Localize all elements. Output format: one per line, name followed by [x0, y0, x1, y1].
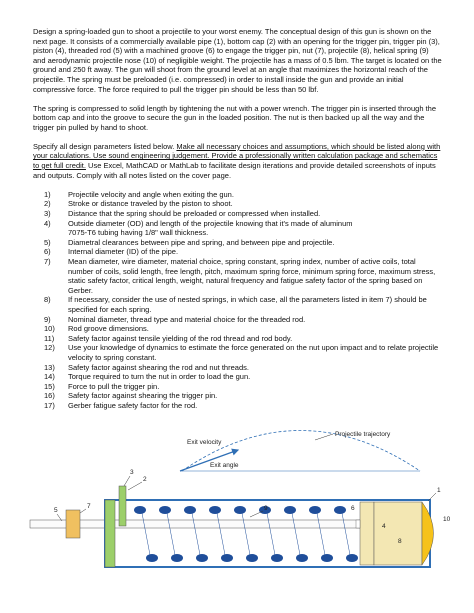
callout-6: 6: [351, 505, 355, 512]
list-item-text: Use your knowledge of dynamics to estimate the force generated on the nut upon impact and to relate projectile velocity to spring constant.: [68, 343, 439, 362]
intro-paragraph: Design a spring-loaded gun to shoot a projectile to your worst enemy. The conceptual design of this gun is shown on the next page. It consists of a commercially available pipe (1), bottom cap (2) with an opening for the trigger pin, trigger pin (3), piston (4), threaded rod (5) with a machined groove (6) to engage the trigger pin, nut (7), projectile (8), helical spring (9) and aerodynamic projectile nose (10) of negligible weight. The projectile has a mass of 0.5 lbm. The target is located on the ground and 250 ft away. The gun will shoot from the ground level at an angle that maximizes the horizontal reach of the projectile. The spring must be preloaded (i.e. compressed) in order to install inside the gun and provide an initial compressive force. The force required to pull the trigger pin should be less than 50 lbf.: [33, 27, 442, 94]
callout-7-leader: [80, 509, 86, 513]
list-item-number: 11): [44, 333, 55, 343]
list-item-text: Stroke or distance traveled by the piston to shoot.: [68, 199, 233, 209]
list-item-number: 7): [44, 257, 51, 267]
list-item-text: If necessary, consider the use of nested springs, in which case, all the parameters listed in item 7) should be specified for each spring.: [68, 295, 427, 315]
spring-coil-link: [217, 513, 225, 555]
assignment-text: [33, 27, 443, 411]
spring-coil-link: [342, 513, 350, 555]
callout-7: 7: [87, 503, 91, 510]
callout-2-leader: [128, 482, 142, 490]
list-item-number: 14): [44, 372, 55, 382]
spring-coil-section: [296, 554, 308, 562]
callout-1: 1: [437, 487, 441, 494]
exit-velocity-label: Exit velocity: [187, 439, 222, 446]
list-item-number: 16): [44, 391, 55, 401]
spring-coil-section: [171, 554, 183, 562]
list-item-text: Mean diameter, wire diameter, material choice, spring constant, spring index, number of active coils, total number of coils, solid length, free length, pitch, maximum spring force, minimum spring force, maximum stress, static safety factor, critical length, weight, natural frequency and fatigue safety factor of the spring based on Gerber.: [68, 257, 436, 295]
instructions-underlined: Make all necessary choices and assumptions, which should be listed along with your calculations. Use sound engineering judgement. Provide a professionally written calculation package and schematics to get full credit.: [33, 141, 441, 170]
list-item: [33, 363, 443, 373]
spring-coil-link: [192, 513, 200, 555]
callout-4: 4: [382, 523, 386, 530]
callout-3-leader: [124, 476, 130, 486]
spring-coil-section: [146, 554, 158, 562]
list-item-number: 9): [44, 314, 51, 324]
gun-schematic: [0, 420, 474, 613]
projectile-nose: [422, 502, 434, 565]
list-item-text: Diametral clearances between pipe and spring, and between pipe and projectile.: [68, 237, 335, 247]
nut: [66, 510, 80, 538]
list-item: [33, 372, 443, 382]
list-item-continuation: 7075-T6 tubing having 1/8" wall thickness.: [68, 228, 209, 238]
list-item-text: Safety factor against tensile yielding of the rod thread and rod body.: [68, 333, 293, 343]
list-item-text: Internal diameter (ID) of the pipe.: [68, 247, 179, 257]
list-item-number: 13): [44, 362, 55, 372]
bottom-cap: [105, 500, 115, 567]
list-item-text: Safety factor against shearing the rod and nut threads.: [68, 362, 249, 372]
helical-spring: [134, 506, 358, 562]
callout-9: 9: [264, 505, 268, 512]
list-item-number: 6): [44, 247, 51, 257]
list-item-text: Torque required to turn the nut in order to load the gun.: [68, 372, 251, 382]
callout-3: 3: [130, 469, 134, 476]
callout-9-leader: [250, 511, 263, 517]
spring-coil-link: [242, 513, 250, 555]
list-item-number: 12): [44, 343, 55, 353]
list-item-text: Force to pull the trigger pin.: [68, 381, 160, 391]
list-item: [33, 334, 443, 344]
instructions-tail: Use Excel, MathCAD or MathLab to facilitate design iterations and provide detailed screenshots of inputs and outputs. Comply with all notes listed on the cover page.: [33, 160, 436, 180]
spring-coil-section: [321, 554, 333, 562]
spring-coil-link: [167, 513, 175, 555]
list-item-number: 5): [44, 237, 51, 247]
spring-coil-section: [334, 506, 346, 514]
loading-paragraph: The spring is compressed to solid length by tightening the nut with a power wrench. The trigger pin is inserted through the bottom cap and into the groove to secure the gun in the loaded position. The nut is then backed up all the way and the trigger pin pulled by hand to shoot.: [33, 103, 437, 132]
list-item-number: 1): [44, 189, 51, 199]
spring-coil-section: [196, 554, 208, 562]
trigger-pin: [119, 486, 126, 526]
list-item: [33, 315, 443, 325]
list-item-number: 15): [44, 381, 55, 391]
list-item: [33, 295, 443, 314]
list-item: [33, 247, 443, 257]
spring-coil-section: [246, 554, 258, 562]
list-item: [33, 401, 443, 411]
spring-coil-section: [346, 554, 358, 562]
callout-8: 8: [398, 538, 402, 545]
spring-coil-section: [271, 554, 283, 562]
callout-2: 2: [143, 476, 147, 483]
list-item: [33, 238, 443, 248]
parameter-list: [33, 190, 443, 411]
trajectory-label: Projectile trajectory: [335, 431, 391, 438]
piston: [360, 502, 374, 565]
exit-angle-label: Exit angle: [210, 462, 239, 469]
list-item-number: 4): [44, 218, 51, 228]
list-item-number: 2): [44, 199, 51, 209]
spring-coil-section: [209, 506, 221, 514]
spring-coil-section: [234, 506, 246, 514]
spring-coil-link: [267, 513, 275, 555]
list-item: [33, 209, 443, 219]
list-item: [33, 219, 443, 238]
spring-coil-link: [292, 513, 300, 555]
list-item-text: Projectile velocity and angle when exiting the gun.: [68, 189, 234, 199]
list-item: [33, 324, 443, 334]
callout-1-leader: [428, 493, 436, 501]
spring-coil-link: [142, 513, 150, 555]
list-item-text: Safety factor against shearing the trigger pin.: [68, 391, 218, 401]
list-item: [33, 257, 443, 295]
callout-5: 5: [54, 507, 58, 514]
instructions-lead: Specify all design parameters listed below.: [33, 141, 177, 151]
list-item-number: 8): [44, 295, 51, 305]
spring-coil-section: [159, 506, 171, 514]
list-item-text: Rod groove dimensions.: [68, 324, 149, 334]
list-item-number: 3): [44, 209, 51, 219]
list-item-number: 17): [44, 400, 55, 410]
list-item-number: 10): [44, 324, 55, 334]
list-item-text: Outside diameter (OD) and length of the projectile knowing that it's made of aluminum: [68, 218, 353, 228]
list-item: [33, 391, 443, 401]
list-item: [33, 190, 443, 200]
projectile: [374, 502, 422, 565]
list-item-text: Nominal diameter, thread type and material choice for the threaded rod.: [68, 314, 306, 324]
spring-coil-section: [284, 506, 296, 514]
spring-coil-section: [184, 506, 196, 514]
instructions-paragraph: [33, 142, 443, 180]
trajectory-leader: [315, 434, 333, 440]
list-item: [33, 382, 443, 392]
spring-coil-link: [317, 513, 325, 555]
list-item: [33, 199, 443, 209]
rod-groove: [356, 520, 360, 528]
threaded-rod: [30, 520, 380, 528]
list-item-text: Distance that the spring should be preloaded or compressed when installed.: [68, 209, 321, 219]
spring-coil-section: [134, 506, 146, 514]
callout-10: 10: [443, 516, 451, 523]
spring-coil-section: [309, 506, 321, 514]
list-item-text: Gerber fatigue safety factor for the rod.: [68, 400, 198, 410]
spring-coil-section: [221, 554, 233, 562]
list-item: [33, 343, 443, 362]
